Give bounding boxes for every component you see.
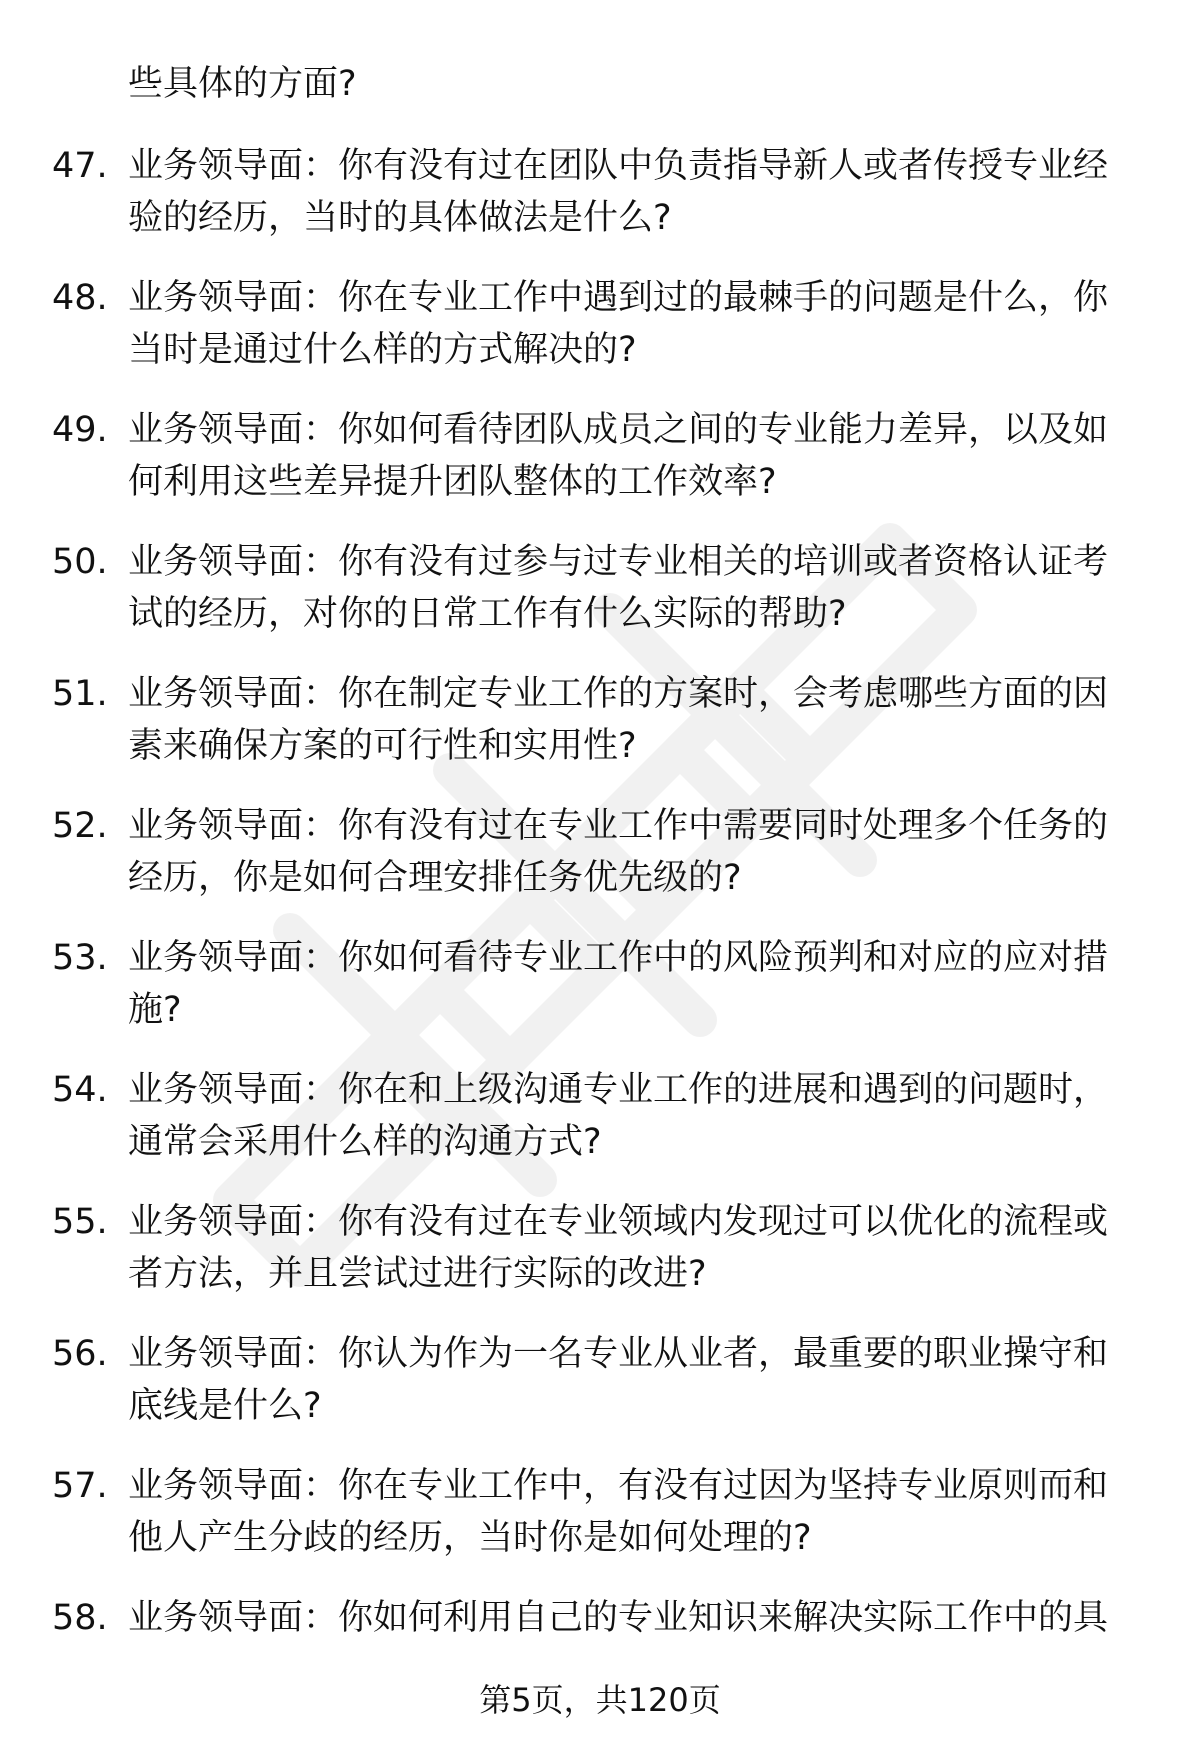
question-number: 54. (52, 1070, 108, 1110)
question-text: 业务领导面：你如何看待团队成员之间的专业能力差异，以及如 何利用这些差异提升团队整体的工作效率? (128, 410, 1109, 502)
question-number: 49. (52, 410, 108, 450)
question-item (0, 932, 1200, 1064)
question-text: 业务领导面：你有没有过参与过专业相关的培训或者资格认证考 试的经历，对你的日常工作有什么实际的帮助? (128, 542, 1109, 634)
question-text: 业务领导面：你如何利用自己的专业知识来解决实际工作中的具 (128, 1598, 1109, 1638)
question-number: 52. (52, 806, 108, 846)
question-number: 58. (52, 1598, 108, 1638)
question-number: 51. (52, 674, 108, 714)
question-item (0, 404, 1200, 536)
question-item (0, 1460, 1200, 1592)
question-text: 业务领导面：你认为作为一名专业从业者，最重要的职业操守和 底线是什么? (128, 1334, 1109, 1426)
question-item (0, 1064, 1200, 1196)
question-text: 业务领导面：你有没有过在团队中负责指导新人或者传授专业经 验的经历，当时的具体做法是什么? (128, 146, 1109, 238)
page-number-footer: 第5页，共120页 (479, 1681, 721, 1719)
question-number: 57. (52, 1466, 108, 1506)
question-text: 业务领导面：你如何看待专业工作中的风险预判和对应的应对措 施? (128, 938, 1109, 1030)
question-text: 业务领导面：你在专业工作中遇到过的最棘手的问题是什么，你 当时是通过什么样的方式解决的? (128, 278, 1109, 370)
question-number: 48. (52, 278, 108, 318)
question-list (0, 140, 1200, 1724)
question-number: 53. (52, 938, 108, 978)
question-text: 业务领导面：你有没有过在专业工作中需要同时处理多个任务的 经历，你是如何合理安排任务优先级的? (128, 806, 1109, 898)
question-number: 56. (52, 1334, 108, 1374)
question-text: 业务领导面：你在和上级沟通专业工作的进展和遇到的问题时， 通常会采用什么样的沟通方式? (128, 1070, 1109, 1162)
question-item (0, 668, 1200, 800)
question-item (0, 1328, 1200, 1460)
question-text: 业务领导面：你有没有过在专业领域内发现过可以优化的流程或 者方法，并且尝试过进行实际的改进? (128, 1202, 1109, 1294)
question-item (0, 536, 1200, 668)
question-item (0, 800, 1200, 932)
question-number: 55. (52, 1202, 108, 1242)
question-text: 业务领导面：你在专业工作中，有没有过因为坚持专业原则而和 他人产生分歧的经历，当时你是如何处理的? (128, 1466, 1109, 1558)
question-item (0, 272, 1200, 404)
question-item (0, 1196, 1200, 1328)
question-text: 业务领导面：你在制定专业工作的方案时，会考虑哪些方面的因 素来确保方案的可行性和实用性? (128, 674, 1109, 766)
continued-question-text: 些具体的方面? (128, 64, 357, 104)
question-item (0, 140, 1200, 272)
question-number: 47. (52, 146, 108, 186)
question-number: 50. (52, 542, 108, 582)
